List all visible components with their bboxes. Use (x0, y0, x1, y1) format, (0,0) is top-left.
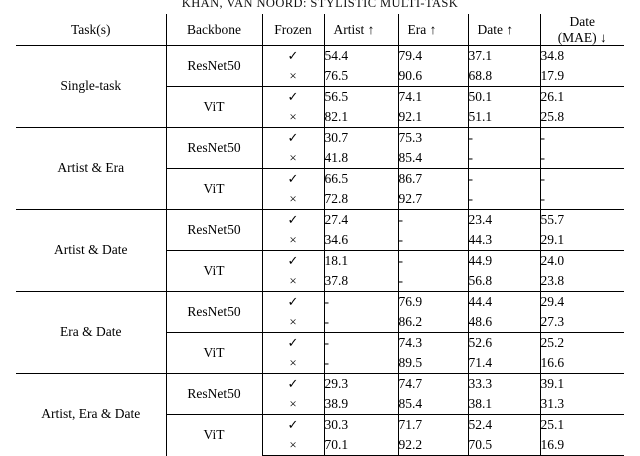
value-artist: 30.3 (324, 415, 398, 436)
value-era: 92.7 (398, 189, 468, 210)
backbone-label: ViT (166, 415, 262, 456)
value-date: 56.8 (468, 271, 540, 292)
frozen-cross-icon: × (262, 271, 324, 292)
value-date-mae: - (540, 169, 624, 190)
column-header-era: Era ↑ (398, 14, 468, 46)
value-era: 71.7 (398, 415, 468, 436)
value-date-mae: 31.3 (540, 394, 624, 415)
table-row (16, 128, 624, 149)
value-artist: 37.8 (324, 271, 398, 292)
table-row (16, 292, 624, 313)
value-era: 86.2 (398, 312, 468, 333)
value-artist: 41.8 (324, 148, 398, 169)
value-artist: 18.1 (324, 251, 398, 272)
value-date: 48.6 (468, 312, 540, 333)
value-date: 52.6 (468, 333, 540, 354)
frozen-check-icon: ✓ (262, 374, 324, 395)
task-label: Single-task (16, 46, 166, 128)
value-artist: - (324, 353, 398, 374)
backbone-label: ViT (166, 333, 262, 374)
table-body (16, 46, 624, 456)
value-date-mae: 24.0 (540, 251, 624, 272)
task-label: Artist, Era & Date (16, 374, 166, 456)
value-date-mae: 17.9 (540, 66, 624, 87)
table-row (16, 374, 624, 395)
value-era: - (398, 230, 468, 251)
value-date: 38.1 (468, 394, 540, 415)
value-artist: - (324, 292, 398, 313)
value-era: 75.3 (398, 128, 468, 149)
value-artist: - (324, 312, 398, 333)
results-table (16, 14, 624, 456)
task-label: Artist & Date (16, 210, 166, 292)
frozen-cross-icon: × (262, 394, 324, 415)
column-header-date-mae (540, 14, 624, 46)
value-era: 89.5 (398, 353, 468, 374)
value-artist: 34.6 (324, 230, 398, 251)
backbone-label: ResNet50 (166, 292, 262, 333)
value-date-mae: 26.1 (540, 87, 624, 108)
backbone-label: ViT (166, 169, 262, 210)
value-era: 85.4 (398, 148, 468, 169)
backbone-label: ResNet50 (166, 210, 262, 251)
value-artist: - (324, 333, 398, 354)
frozen-cross-icon: × (262, 107, 324, 128)
frozen-check-icon: ✓ (262, 46, 324, 67)
value-artist: 76.5 (324, 66, 398, 87)
column-header-frozen: Frozen (262, 14, 324, 46)
value-date-mae: - (540, 189, 624, 210)
value-date: - (468, 169, 540, 190)
value-date: 50.1 (468, 87, 540, 108)
value-date-mae: 39.1 (540, 374, 624, 395)
value-date: 44.3 (468, 230, 540, 251)
frozen-check-icon: ✓ (262, 169, 324, 190)
frozen-cross-icon: × (262, 435, 324, 456)
value-date: 68.8 (468, 66, 540, 87)
value-date: 33.3 (468, 374, 540, 395)
value-date-mae: 55.7 (540, 210, 624, 231)
frozen-cross-icon: × (262, 312, 324, 333)
value-date-mae: 29.1 (540, 230, 624, 251)
value-date-mae: - (540, 128, 624, 149)
frozen-check-icon: ✓ (262, 292, 324, 313)
backbone-label: ResNet50 (166, 46, 262, 87)
value-date: 37.1 (468, 46, 540, 67)
frozen-check-icon: ✓ (262, 128, 324, 149)
frozen-check-icon: ✓ (262, 210, 324, 231)
column-header-task: Task(s) (70, 21, 111, 37)
column-header-date-mae-line1: Date (569, 14, 595, 29)
value-date: - (468, 189, 540, 210)
value-era: 79.4 (398, 46, 468, 67)
table-row (16, 210, 624, 231)
frozen-cross-icon: × (262, 353, 324, 374)
value-era: 76.9 (398, 292, 468, 313)
backbone-label: ViT (166, 251, 262, 292)
value-date: - (468, 148, 540, 169)
frozen-check-icon: ✓ (262, 87, 324, 108)
value-date: 52.4 (468, 415, 540, 436)
value-date-mae: 25.8 (540, 107, 624, 128)
value-date-mae: 23.8 (540, 271, 624, 292)
backbone-label: ResNet50 (166, 374, 262, 415)
value-artist: 27.4 (324, 210, 398, 231)
column-header-artist: Artist ↑ (324, 14, 398, 46)
value-era: 74.3 (398, 333, 468, 354)
task-label: Era & Date (16, 292, 166, 374)
value-date-mae: 25.1 (540, 415, 624, 436)
value-date-mae: - (540, 148, 624, 169)
value-date: 44.9 (468, 251, 540, 272)
value-artist: 82.1 (324, 107, 398, 128)
frozen-check-icon: ✓ (262, 251, 324, 272)
frozen-cross-icon: × (262, 66, 324, 87)
value-era: 74.7 (398, 374, 468, 395)
value-artist: 66.5 (324, 169, 398, 190)
value-era: 74.1 (398, 87, 468, 108)
value-era: - (398, 210, 468, 231)
running-head: KHAN, VAN NOORD: STYLISTIC MULTI-TASK (181, 0, 459, 10)
value-era: 86.7 (398, 169, 468, 190)
value-date-mae: 16.9 (540, 435, 624, 456)
value-date-mae: 34.8 (540, 46, 624, 67)
backbone-label: ResNet50 (166, 128, 262, 169)
value-date-mae: 25.2 (540, 333, 624, 354)
table-header (16, 14, 624, 46)
task-label: Artist & Era (16, 128, 166, 210)
column-header-date: Date ↑ (468, 14, 540, 46)
value-artist: 54.4 (324, 46, 398, 67)
value-era: - (398, 271, 468, 292)
value-date-mae: 29.4 (540, 292, 624, 313)
frozen-cross-icon: × (262, 148, 324, 169)
value-date: 23.4 (468, 210, 540, 231)
backbone-label: ViT (166, 87, 262, 128)
value-date: 44.4 (468, 292, 540, 313)
value-artist: 70.1 (324, 435, 398, 456)
frozen-check-icon: ✓ (262, 415, 324, 436)
value-artist: 72.8 (324, 189, 398, 210)
value-era: 92.2 (398, 435, 468, 456)
header-row (16, 14, 624, 46)
value-era: 90.6 (398, 66, 468, 87)
value-era: 85.4 (398, 394, 468, 415)
value-artist: 38.9 (324, 394, 398, 415)
value-artist: 30.7 (324, 128, 398, 149)
value-date-mae: 16.6 (540, 353, 624, 374)
value-era: 92.1 (398, 107, 468, 128)
frozen-cross-icon: × (262, 189, 324, 210)
value-artist: 29.3 (324, 374, 398, 395)
column-header-backbone: Backbone (166, 14, 262, 46)
value-date: 70.5 (468, 435, 540, 456)
frozen-cross-icon: × (262, 230, 324, 251)
value-artist: 56.5 (324, 87, 398, 108)
value-date: 51.1 (468, 107, 540, 128)
table-row (16, 46, 624, 67)
value-date: - (468, 128, 540, 149)
value-date-mae: 27.3 (540, 312, 624, 333)
value-era: - (398, 251, 468, 272)
frozen-check-icon: ✓ (262, 333, 324, 354)
column-header-date-mae-line2: (MAE) ↓ (557, 29, 607, 45)
value-date: 71.4 (468, 353, 540, 374)
